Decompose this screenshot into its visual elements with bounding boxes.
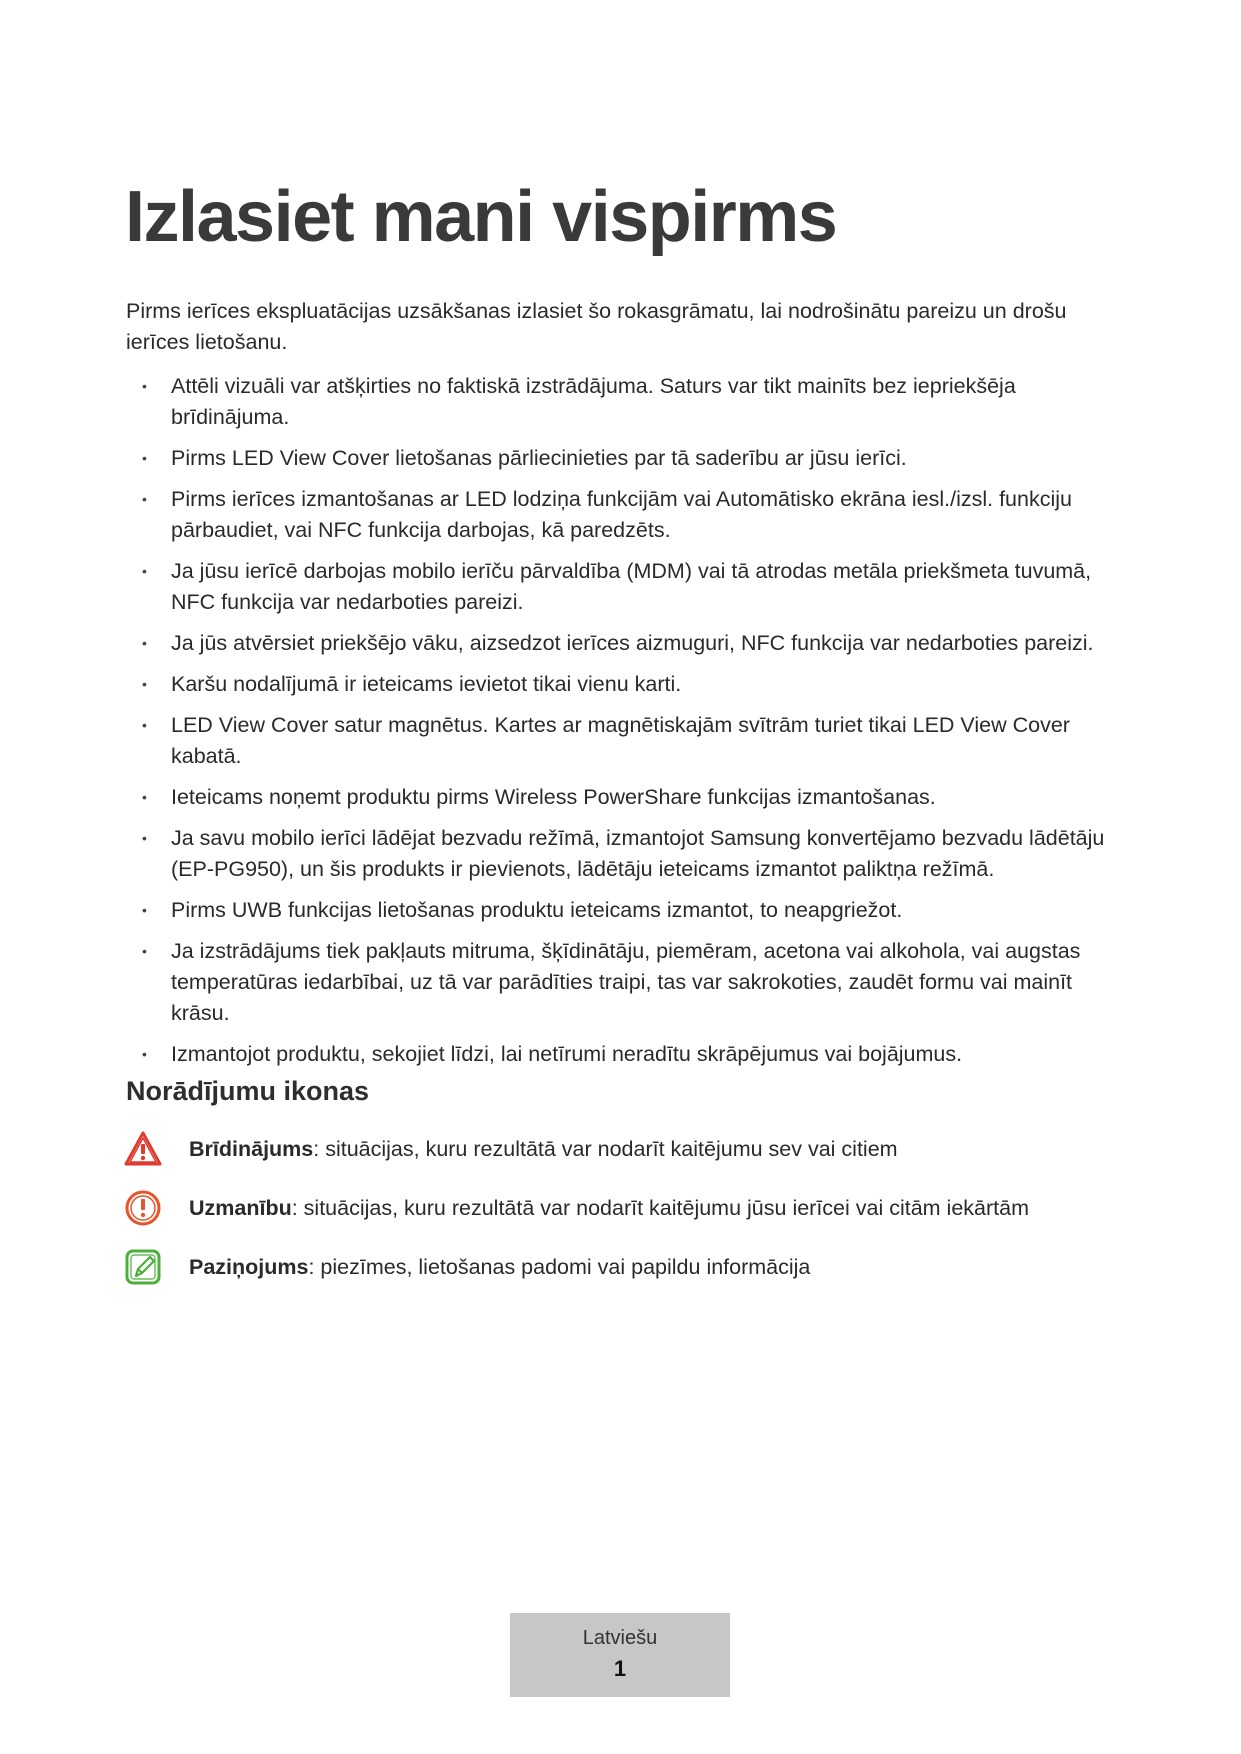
icon-term: Brīdinājums — [189, 1136, 314, 1161]
icon-description: : piezīmes, lietošanas padomi vai papildu informācija — [308, 1254, 811, 1279]
page-footer — [510, 1613, 730, 1697]
icon-legend — [124, 1130, 1124, 1307]
note-pencil-icon — [124, 1248, 162, 1286]
list-item: • Pirms ierīces izmantošanas ar LED lodziņa funkcijām vai Automātisko ekrāna iesl./izsl. funkciju pārbaudiet, vai NFC funkcija darbojas, kā paredzēts. — [142, 487, 1072, 542]
list-item: • LED View Cover satur magnētus. Kartes ar magnētiskajām svītrām turiet tikai LED View Cover kabatā. — [142, 713, 1070, 768]
icon-legend-row-caution — [124, 1189, 1124, 1227]
list-item: • Ja izstrādājums tiek pakļauts mitruma, šķīdinātāju, piemēram, acetona vai alkohola, vai augstas temperatūras iedarbībai, uz tā var parādīties traipi, tas var sakrokoties, zaudēt formu vai mainīt krāsu. — [142, 939, 1081, 1025]
icons-section-heading: Norādījumu ikonas — [126, 1076, 370, 1106]
precautions-list — [126, 371, 1136, 1080]
warning-triangle-icon — [124, 1130, 162, 1168]
list-item: • Ja jūs atvērsiet priekšējo vāku, aizsedzot ierīces aizmuguri, NFC funkcija var nedarboties pareizi. — [142, 631, 1094, 655]
list-item: • Pirms UWB funkcijas lietošanas produktu ieteicams izmantot, to neapgriežot. — [142, 898, 903, 922]
footer-language: Latviešu — [582, 1627, 658, 1649]
list-item: • Pirms LED View Cover lietošanas pārliecinieties par tā saderību ar jūsu ierīci. — [142, 446, 907, 470]
icon-term: Uzmanību — [189, 1195, 292, 1220]
page-number: 1 — [613, 1656, 627, 1681]
list-item: • Izmantojot produktu, sekojiet līdzi, lai netīrumi neradītu skrāpējumus vai bojājumus. — [142, 1042, 963, 1066]
page-title: Izlasiet mani vispirms — [125, 177, 837, 257]
caution-circle-icon — [124, 1189, 162, 1227]
icon-description: : situācijas, kuru rezultātā var nodarīt kaitējumu sev vai citiem — [313, 1136, 898, 1161]
icon-term: Paziņojums — [189, 1254, 309, 1279]
icon-legend-row-note — [124, 1248, 1124, 1286]
list-item: • Karšu nodalījumā ir ieteicams ievietot tikai vienu karti. — [142, 672, 682, 696]
list-item: • Ja savu mobilo ierīci lādējat bezvadu režīmā, izmantojot Samsung konvertējamo bezvadu lādētāju (EP-PG950), un šis produkts ir pievienots, lādētāju ieteicams izmantot paliktņa režīmā. — [142, 826, 1105, 881]
list-item: • Ja jūsu ierīcē darbojas mobilo ierīču pārvaldība (MDM) vai tā atrodas metāla priekšmeta tuvumā, NFC funkcija var nedarboties pareizi. — [142, 559, 1092, 614]
list-item: • Attēli vizuāli var atšķirties no faktiskā izstrādājuma. Saturs var tikt mainīts bez iepriekšēja brīdinājuma. — [142, 374, 1016, 429]
intro-paragraph: Pirms ierīces ekspluatācijas uzsākšanas izlasiet šo rokasgrāmatu, lai nodrošinātu pareizu un drošu ierīces lietošanu. — [126, 299, 1067, 354]
list-item: • Ieteicams noņemt produktu pirms Wireless PowerShare funkcijas izmantošanas. — [142, 785, 936, 809]
icon-legend-row-warning — [124, 1130, 1124, 1168]
icon-description: : situācijas, kuru rezultātā var nodarīt kaitējumu jūsu ierīcei vai citām iekārtām — [291, 1195, 1030, 1220]
